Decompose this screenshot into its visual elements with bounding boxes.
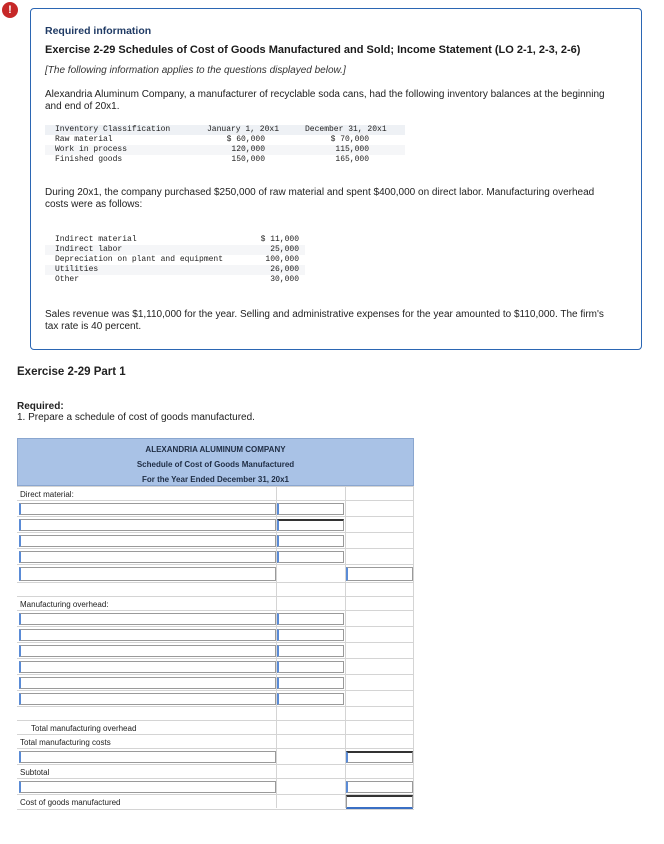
label-input[interactable] bbox=[19, 613, 276, 625]
entry-row bbox=[17, 690, 414, 707]
subtotal-label: Subtotal bbox=[20, 768, 50, 777]
entry-row bbox=[17, 626, 414, 643]
label-input[interactable] bbox=[19, 677, 276, 689]
manufacturing-overhead-label: Manufacturing overhead: bbox=[20, 600, 109, 609]
overhead-label: Other bbox=[55, 275, 80, 284]
inventory-table bbox=[45, 125, 405, 165]
inventory-dec-value: 115,000 bbox=[335, 145, 369, 154]
required-text: 1. Prepare a schedule of cost of goods manufactured. bbox=[17, 412, 255, 423]
entry-row bbox=[17, 532, 414, 549]
label-input[interactable] bbox=[19, 693, 276, 705]
inventory-dec-value: $ 70,000 bbox=[330, 135, 369, 144]
amount-input[interactable] bbox=[277, 629, 344, 641]
inventory-label: Raw material bbox=[55, 135, 113, 144]
schedule-header bbox=[17, 438, 414, 486]
info-note: [The following information applies to the questions displayed below.] bbox=[45, 65, 346, 76]
total-costs-label: Total manufacturing costs bbox=[20, 738, 111, 747]
section-label-row bbox=[17, 596, 414, 611]
overhead-row bbox=[45, 255, 305, 265]
amount-input[interactable] bbox=[346, 781, 413, 793]
overhead-value: $ 11,000 bbox=[260, 235, 299, 244]
entry-row bbox=[17, 658, 414, 675]
cogm-row bbox=[17, 794, 414, 810]
overhead-row bbox=[45, 245, 305, 255]
label-input[interactable] bbox=[19, 551, 276, 563]
overhead-label: Indirect material bbox=[55, 235, 137, 244]
label-input[interactable] bbox=[19, 519, 276, 531]
overhead-value: 30,000 bbox=[270, 275, 299, 284]
alert-icon: ! bbox=[2, 2, 18, 18]
amount-input[interactable] bbox=[277, 661, 344, 673]
overhead-label: Depreciation on plant and equipment bbox=[55, 255, 224, 264]
label-input[interactable] bbox=[19, 781, 276, 793]
label-input[interactable] bbox=[19, 535, 276, 547]
inventory-header-dec: December 31, 20x1 bbox=[305, 125, 387, 134]
total-costs-row bbox=[17, 734, 414, 749]
inventory-header-jan: January 1, 20x1 bbox=[207, 125, 280, 134]
direct-material-label: Direct material: bbox=[20, 490, 74, 499]
inventory-row bbox=[45, 155, 405, 165]
inventory-header-classification: Inventory Classification bbox=[55, 125, 171, 134]
inventory-label: Work in process bbox=[55, 145, 128, 154]
part-title: Exercise 2-29 Part 1 bbox=[17, 366, 126, 378]
cogm-label: Cost of goods manufactured bbox=[20, 798, 121, 807]
label-input[interactable] bbox=[19, 629, 276, 641]
entry-row bbox=[17, 778, 414, 795]
overhead-value: 100,000 bbox=[265, 255, 299, 264]
section-label-row bbox=[17, 486, 414, 501]
schedule-company: ALEXANDRIA ALUMINUM COMPANY bbox=[145, 445, 286, 454]
inventory-jan-value: 150,000 bbox=[231, 155, 265, 164]
amount-input[interactable] bbox=[277, 551, 344, 563]
overhead-row bbox=[45, 265, 305, 275]
overhead-value: 25,000 bbox=[270, 245, 299, 254]
overhead-label: Indirect labor bbox=[55, 245, 123, 254]
total-overhead-label: Total manufacturing overhead bbox=[31, 724, 137, 733]
inventory-row bbox=[45, 145, 405, 155]
label-input[interactable] bbox=[19, 661, 276, 673]
inventory-header-row bbox=[45, 125, 405, 135]
amount-input[interactable] bbox=[277, 677, 344, 689]
overhead-value: 26,000 bbox=[270, 265, 299, 274]
overhead-row bbox=[45, 235, 305, 245]
spacer-row bbox=[17, 706, 414, 721]
exercise-title: Exercise 2-29 Schedules of Cost of Goods Manufactured and Sold; Income Statement (LO 2-1, 2-3, 2-6) bbox=[45, 44, 581, 56]
entry-row bbox=[17, 642, 414, 659]
inventory-jan-value: $ 60,000 bbox=[226, 135, 265, 144]
entry-row bbox=[17, 610, 414, 627]
intro-paragraph: Alexandria Aluminum Company, a manufacturer of recyclable soda cans, had the following inventory balances at the beginning and end of 20x1. bbox=[45, 89, 605, 112]
subtotal-row bbox=[17, 764, 414, 779]
entry-row bbox=[17, 564, 414, 583]
inventory-label: Finished goods bbox=[55, 155, 123, 164]
amount-input[interactable] bbox=[346, 567, 413, 581]
sales-paragraph: Sales revenue was $1,110,000 for the year. Selling and administrative expenses for the year amounted to $110,000. The firm's tax rate is 40 percent. bbox=[45, 309, 604, 332]
inventory-dec-value: 165,000 bbox=[335, 155, 369, 164]
amount-input[interactable] bbox=[277, 613, 344, 625]
entry-row bbox=[17, 748, 414, 765]
entry-row bbox=[17, 674, 414, 691]
amount-input[interactable] bbox=[277, 693, 344, 705]
required-label: Required: bbox=[17, 401, 64, 412]
schedule-period: For the Year Ended December 31, 20x1 bbox=[141, 475, 290, 484]
panel-title: Required information bbox=[45, 25, 152, 37]
amount-input[interactable] bbox=[277, 645, 344, 657]
purchases-paragraph: During 20x1, the company purchased $250,000 of raw material and spent $400,000 on direct labor. Manufacturing overhead costs were as follows: bbox=[45, 187, 595, 210]
amount-input[interactable] bbox=[277, 519, 344, 531]
entry-row bbox=[17, 548, 414, 565]
spacer-row bbox=[17, 582, 414, 597]
overhead-row bbox=[45, 275, 305, 285]
amount-input[interactable] bbox=[346, 751, 413, 763]
label-input[interactable] bbox=[19, 751, 276, 763]
overhead-label: Utilities bbox=[55, 265, 99, 274]
cogm-amount-input[interactable] bbox=[346, 795, 413, 809]
label-input[interactable] bbox=[19, 503, 276, 515]
schedule-title: Schedule of Cost of Goods Manufactured bbox=[136, 460, 295, 469]
total-overhead-row bbox=[17, 720, 414, 735]
amount-input[interactable] bbox=[277, 535, 344, 547]
amount-input[interactable] bbox=[277, 503, 344, 515]
inventory-jan-value: 120,000 bbox=[231, 145, 265, 154]
overhead-table bbox=[45, 235, 305, 285]
inventory-row bbox=[45, 135, 405, 145]
required-information-panel bbox=[30, 8, 642, 350]
entry-row bbox=[17, 500, 414, 517]
entry-row bbox=[17, 516, 414, 533]
label-input[interactable] bbox=[19, 645, 276, 657]
label-input[interactable] bbox=[19, 567, 276, 581]
